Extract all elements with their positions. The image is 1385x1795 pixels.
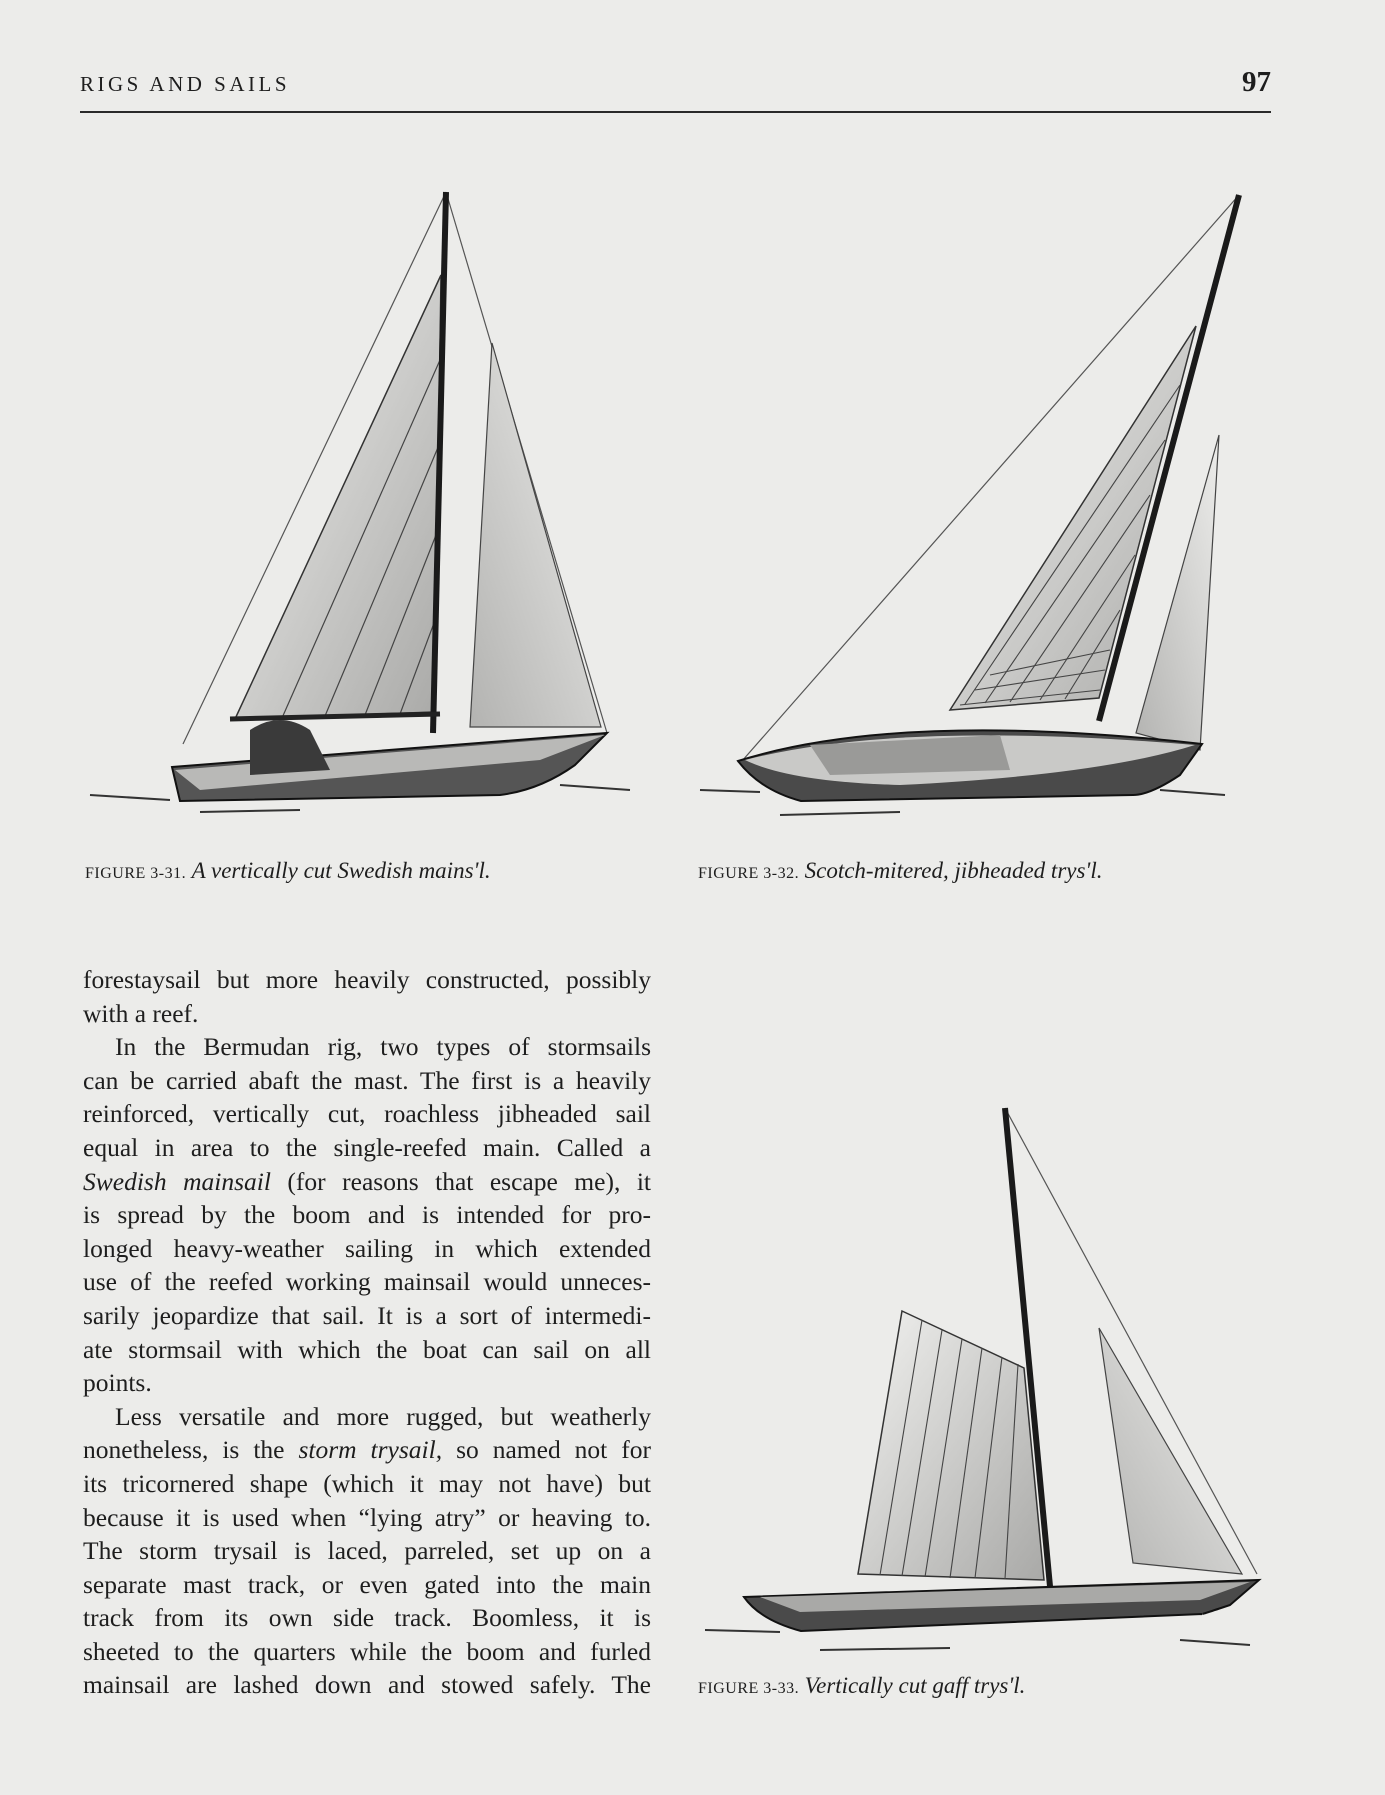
figure-3-31-caption [85,858,491,884]
text-line [83,1299,651,1333]
text-segment: separate mast track, or even gated into the main [83,1569,651,1599]
text-line [83,1635,651,1669]
figure-label: FIGURE 3-32. [698,865,800,882]
text-segment: (for reasons that escape me), it [270,1166,651,1196]
text-segment: so named not for [442,1435,651,1465]
figure-3-33-caption [698,1673,1025,1699]
text-line [83,1097,651,1131]
text-segment: sarily jeopardize that sail. It is a sort of intermedi- [83,1300,651,1330]
text-segment: is spread by the boom and is intended for pro- [83,1200,651,1230]
text-segment: mainsail are lashed down and stowed safely. The [83,1670,651,1700]
text-segment: In the Bermudan rig, two types of stormsails [115,1032,651,1062]
figure-3-33-drawing [705,1108,1259,1650]
text-segment: ate stormsail with which the boat can sail on all [83,1334,651,1364]
text-line [83,1601,651,1635]
text-segment: can be carried abaft the mast. The first is a heavily [83,1065,651,1095]
figure-label: FIGURE 3-33. [698,1680,800,1697]
header-rule [80,111,1271,113]
text-line [83,1400,651,1434]
body-text [83,963,651,1702]
text-segment: reinforced, vertically cut, roachless jibheaded sail [83,1099,651,1129]
text-segment: equal in area to the single-reefed main. Called a [83,1132,651,1162]
running-head: RIGS AND SAILS [80,72,291,96]
page-number: 97 [1242,66,1271,98]
figure-label: FIGURE 3-31. [85,865,187,882]
text-line [83,1467,651,1501]
text-segment: because it is used when “lying atry” or heaving to. [83,1502,651,1532]
text-line [83,1232,651,1266]
text-line [83,1165,651,1199]
text-segment: sheeted to the quarters while the boom and furled [83,1636,651,1666]
text-line [83,1265,651,1299]
text-segment: Less versatile and more rugged, but weatherly [115,1401,651,1431]
text-line [83,963,651,997]
text-line [83,997,651,1031]
text-segment: longed heavy-weather sailing in which extended [83,1233,651,1263]
text-segment: The storm trysail is laced, parreled, set up on a [83,1536,651,1566]
text-segment: its tricornered shape (which it may not have) but [83,1468,651,1498]
text-line [83,1668,651,1702]
text-line [83,1064,651,1098]
text-line [83,1534,651,1568]
text-line [83,1366,651,1400]
text-segment: points. [83,1368,152,1398]
figure-caption-text: A vertically cut Swedish mains'l. [191,858,491,883]
text-line [83,1501,651,1535]
text-line [83,1131,651,1165]
text-segment: forestaysail but more heavily constructed, possibly [83,965,651,994]
text-line [83,1198,651,1232]
text-segment: with a reef. [83,998,199,1028]
text-line [83,1568,651,1602]
text-segment: track from its own side track. Boomless, it is [83,1603,651,1633]
figure-3-32-caption [698,858,1103,884]
figure-3-32-drawing [700,195,1239,815]
figure-3-31-drawing [90,192,630,812]
italic-term: storm trysail, [298,1435,443,1465]
figure-caption-text: Scotch-mitered, jibheaded trys'l. [804,858,1103,883]
text-segment: nonetheless, is the [83,1435,299,1465]
figure-caption-text: Vertically cut gaff trys'l. [804,1673,1026,1698]
text-line [83,1333,651,1367]
text-segment: use of the reefed working mainsail would unneces- [83,1267,651,1297]
text-line [83,1030,651,1064]
italic-term: Swedish mainsail [83,1166,271,1196]
text-line [83,1433,651,1467]
